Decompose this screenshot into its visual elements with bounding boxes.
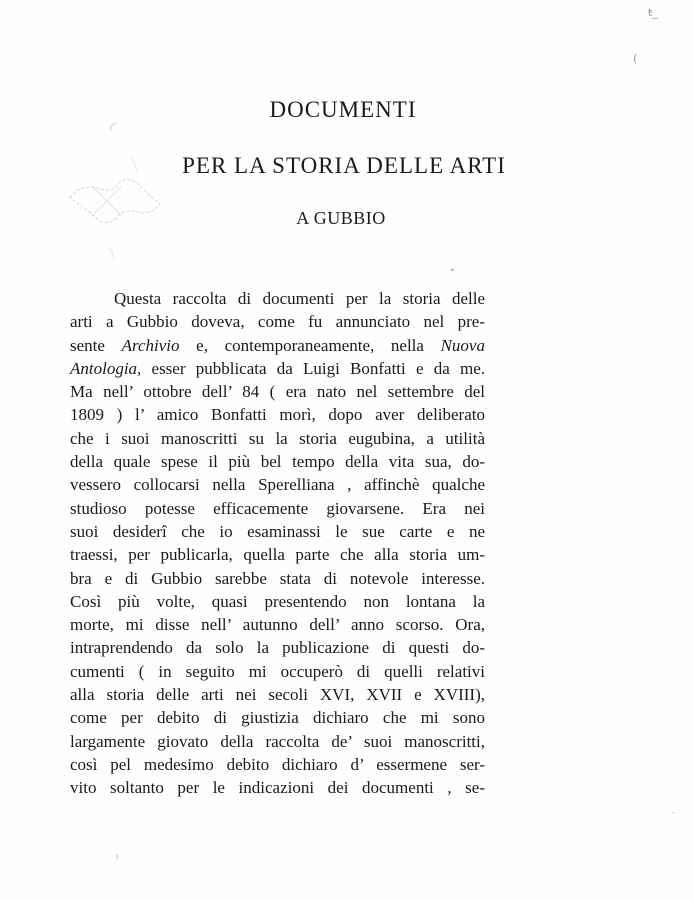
text-segment: così pel medesimo debito dichiaro d’ essermene ser- [70,754,485,774]
text-segment: Ma nell’ ottobre dell’ 84 ( era nato nel settembre del [70,382,485,402]
text-line [70,776,485,799]
text-line [70,706,485,729]
text-line [70,427,485,450]
text-segment: Questa raccolta di documenti per la storia delle [114,289,485,308]
text-segment: arti a Gubbio doveva, come fu annunciato nel pre- [70,312,485,332]
text-segment: vito soltanto per le indicazioni dei documenti , se- [70,778,485,798]
text-line [70,403,485,426]
heading-line-2: PER LA STORIA DELLE ARTI [182,153,506,178]
text-segment: intraprendendo da solo la publicazione di questi do- [70,638,485,658]
text-segment: suoi desiderî che io esaminassi le sue carte e ne [70,521,485,541]
text-line [70,636,485,659]
text-line [70,520,485,543]
text-line [70,590,485,613]
text-line [70,380,485,403]
text-line [70,543,485,566]
text-line [70,334,485,357]
scan-mark: • [450,266,455,275]
text-segment: 1809 ) l’ amico Bonfatti morì, dopo aver deliberato [70,405,485,425]
text-line [70,357,485,380]
text-segment: Così più volte, quasi presentendo non lontana la [70,591,485,611]
text-segment: largamente giovato della raccolta de’ suoi manoscritti, [70,731,485,751]
text-line [70,567,485,590]
scan-mark: ( [633,52,638,65]
text-line [70,473,485,496]
text-line [70,287,485,310]
text-line [70,450,485,473]
body-paragraph [70,287,485,800]
text-segment: vessero collocarsi nella Sperelliana , affinchè qualche [70,475,485,495]
italic-text: Archivio [121,335,180,355]
heading-line-1: DOCUMENTI [269,97,417,122]
text-segment: morte, mi disse nell’ autunno dell’ anno scorso. Ora, [70,615,485,635]
text-line [70,730,485,753]
text-segment: esser pubblicata da Luigi Bonfatti e da me. [141,358,485,378]
italic-text: Nuova [440,335,485,355]
scan-mark: - [672,808,675,817]
text-segment: come per debito di giustizia dichiaro che mi sono [70,708,485,728]
text-segment: traessi, per publicarla, quella parte che alla storia um- [70,545,485,565]
scan-mark: ı [116,852,119,861]
text-segment: sente [70,335,122,355]
text-segment: cumenti ( in seguito mi occuperò di quelli relativi [70,661,485,681]
library-stamp-mark [62,118,182,268]
text-segment: bra e di Gubbio sarebbe stata di notevole interesse. [70,568,485,588]
text-line [70,753,485,776]
text-line [70,310,485,333]
italic-text: Antologia, [70,358,142,378]
text-line [70,613,485,636]
text-segment: della quale spese il più bel tempo della vita sua, do- [70,452,485,472]
text-line [70,660,485,683]
text-segment: e, contemporaneamente, nella [179,335,441,355]
text-segment: studioso potesse efficacemente giovarsene. Era nei [70,498,485,518]
text-line [70,683,485,706]
heading-line-3: A GUBBIO [296,208,386,228]
scan-mark: ŧ_ [648,6,658,19]
text-segment: alla storia delle arti nei secoli XVI, XVII e XVIII), [70,685,485,705]
text-line [70,497,485,520]
text-segment: che i suoi manoscritti su la storia eugubina, a utilità [70,428,485,448]
